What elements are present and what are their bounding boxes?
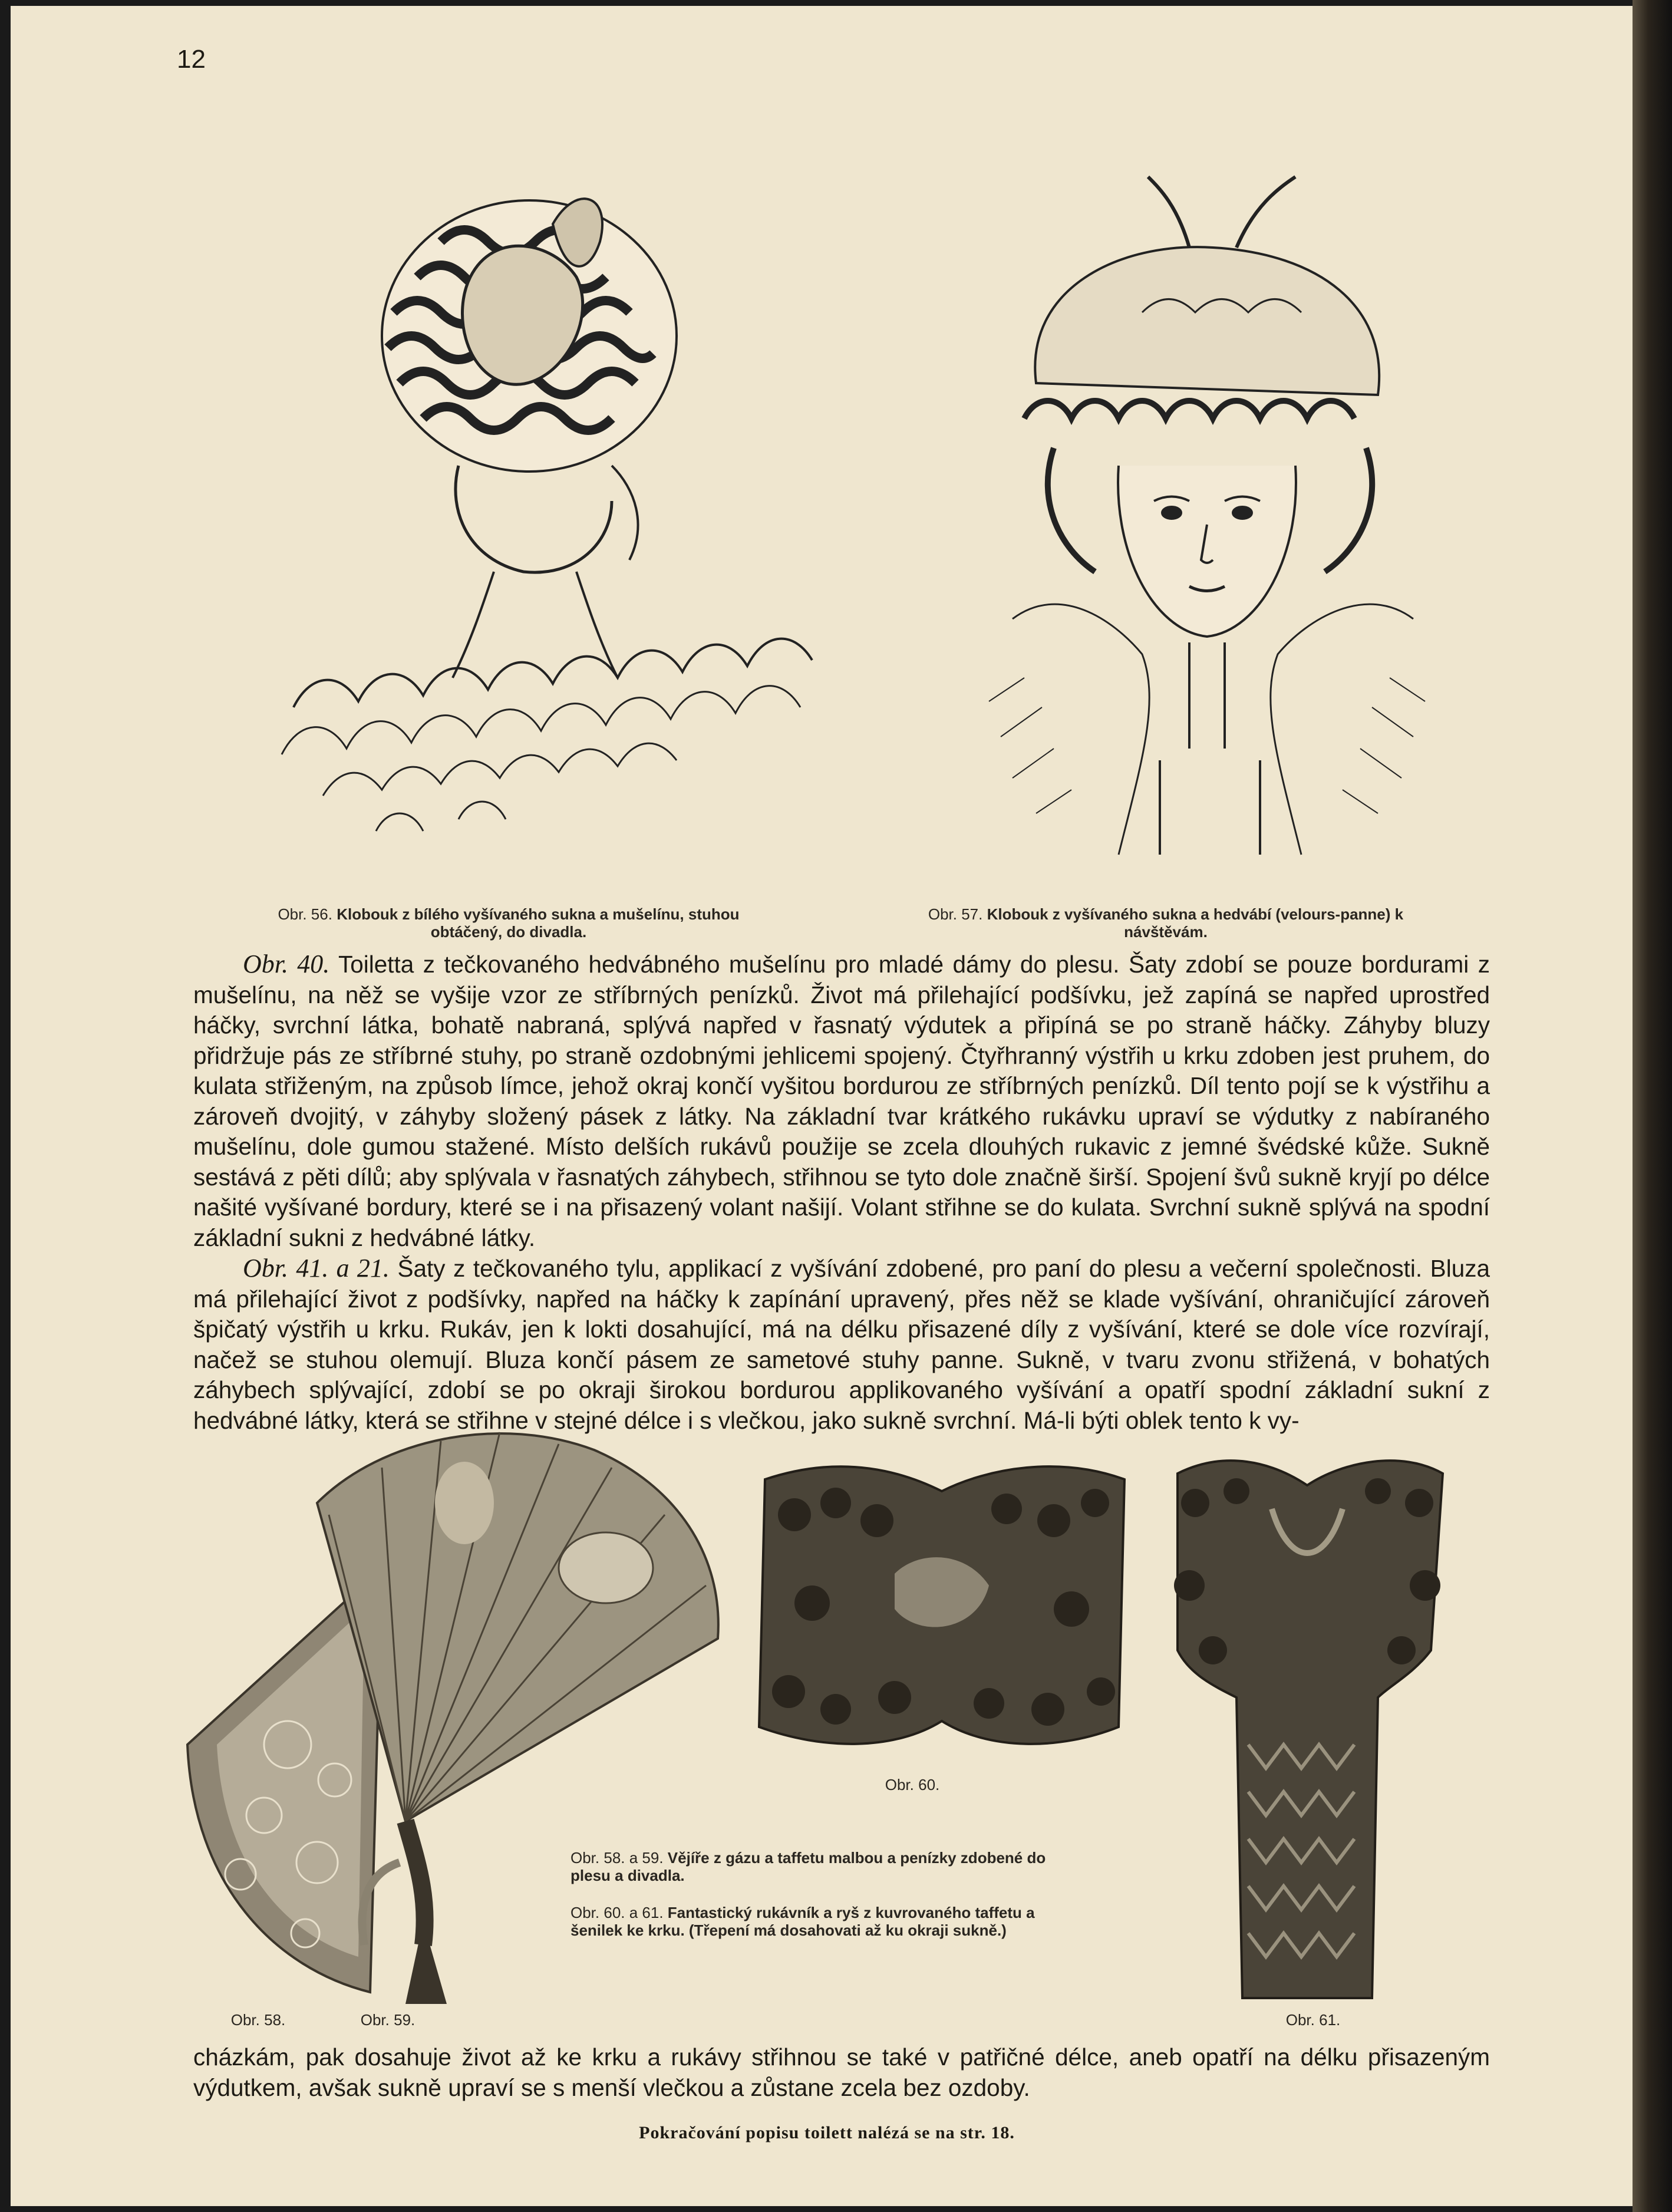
caption-fig-56-text: Klobouk z bílého vyšívaného sukna a mušelínu, stuhou obtáčený, do divadla. bbox=[337, 905, 740, 941]
caption-fig-57 bbox=[906, 905, 1425, 941]
muff-photo-60 bbox=[741, 1444, 1142, 1774]
caption-fig-60-61-text: Fantastický rukávník a ryš z kuvrovaného taffetu a šenilek ke krku. (Třepení má dosahovati až ku okraji sukně.) bbox=[570, 1904, 1035, 1939]
caption-fig-58-59-label: Obr. 58. a 59. bbox=[570, 1849, 664, 1867]
article-closing-paragraph: cházkám, pak dosahuje život až ke krku a rukávy střihnou se také v patřičné délce, aneb opatří na délku přisazeným výdutkem, avšak sukně upraví se s menší vlečkou a zůstane zcela bez ozdoby. bbox=[193, 2043, 1490, 2101]
page-number: 12 bbox=[177, 45, 206, 74]
caption-fig-61-label: Obr. 61. bbox=[1285, 2011, 1341, 2029]
caption-fig-58-59-text: Vějíře z gázu a taffetu malbou a penízky zdobené do plesu a divadla. bbox=[570, 1849, 1046, 1884]
caption-fig-56-label: Obr. 56. bbox=[278, 905, 332, 923]
caption-fig-60-label: Obr. 60. bbox=[885, 1776, 940, 1794]
caption-fig-60-61 bbox=[570, 1904, 1089, 1939]
caption-fig-58-label: Obr. 58. bbox=[230, 2011, 286, 2029]
caption-fig-59 bbox=[341, 2011, 435, 2029]
paragraph-obr-40-text: Toiletta z tečkovaného hedvábného mušelínu pro mladé dámy do plesu. Šaty zdobí se pouze bordurami z mušelínu, na něž se vyšije vzor ze stříbrných penízků. Život má přilehající podšívku, jež zapíná se napřed uprostřed háčky, svrchní látka, bohatě nabraná, splývá napřed v řasnatý výdutek a připíná se po straně háčky. Záhyby bluzy přidržuje pás ze stříbrné stuhy, po straně ozdobnými jehlicemi spojený. Čtyřhranný výstřih u krku zdoben jest pruhem, do kulata střiženým, na způsob límce, jehož okraj končí vyšitou bordurou ze stříbrných penízků. Díl tento pojí se k výstřihu a zároveň dvojitý, v záhyby složený pásek z látky. Na základní tvar krátkého rukávku upraví se výdutky z nabíraného mušelínu, dole gumou stažené. Místo delších rukávů použije se zcela dlouhých rukavic z jemné švédské kůže. Sukně sestává z pěti dílů; aby splývala v řasnatých záhybech, střihnou se tyto dole značně širší. Spojení švů sukně kryjí po délce našité vyšívané bordury, které se i na přisazený volant našijí. Volant střihne se do kulata. Svrchní sukně splývá na spodní základní sukni z hedvábné látky. bbox=[193, 951, 1490, 1251]
magazine-page bbox=[11, 6, 1643, 2206]
caption-fig-58 bbox=[211, 2011, 305, 2029]
caption-fig-61 bbox=[1266, 2011, 1360, 2029]
caption-fig-60-61-label: Obr. 60. a 61. bbox=[570, 1904, 664, 1921]
caption-fig-57-label: Obr. 57. bbox=[928, 905, 983, 923]
paragraph-obr-40 bbox=[193, 949, 1490, 1253]
continuation-note: Pokračování popisu toilett nalézá se na str. 18. bbox=[639, 2123, 1015, 2142]
paragraph-obr-40-lead: Obr. 40. bbox=[243, 950, 330, 978]
hat-illustration-56 bbox=[246, 159, 836, 866]
caption-fig-57-text: Klobouk z vyšívaného sukna a hedvábí (velours-panne) k návštěvám. bbox=[987, 905, 1404, 941]
book-binding-edge bbox=[1633, 0, 1672, 2212]
caption-fig-56 bbox=[252, 905, 765, 941]
caption-fig-58-59 bbox=[570, 1849, 1089, 1884]
article-body bbox=[193, 949, 1490, 1436]
caption-fig-59-label: Obr. 59. bbox=[360, 2011, 415, 2029]
caption-fig-60 bbox=[830, 1776, 995, 1794]
ruff-photo-61 bbox=[1154, 1438, 1460, 2004]
paragraph-obr-41 bbox=[193, 1253, 1490, 1436]
paragraph-obr-41-text: Šaty z tečkovaného tylu, applikací z vyšívání zdobené, pro paní do plesu a večerní společnosti. Bluza má přilehající život z podšívky, napřed na háčky k zapínání upravený, přes něž se klade vyšívání, ohraničující zároveň špičatý výstřih u krku. Rukáv, jen k lokti dosahující, má na délku přisazené díly z vyšívání, které se dole více rozvírají, načež se stuhou olemují. Bluza končí pásem ze sametové stuhy panne. Sukně, v tvaru zvonu střižená, v bohatých záhybech splývající, zdobí se po okraji širokou bordurou applikovaného vyšívání a opatří spodní základní sukní z hedvábné látky, která se střihne v stejné délce i s vlečkou, jako sukně svrchní. Má-li býti oblek tento k vy- bbox=[193, 1255, 1490, 1434]
hat-illustration-57 bbox=[965, 171, 1455, 861]
paragraph-obr-41-lead: Obr. 41. a 21. bbox=[243, 1254, 390, 1283]
